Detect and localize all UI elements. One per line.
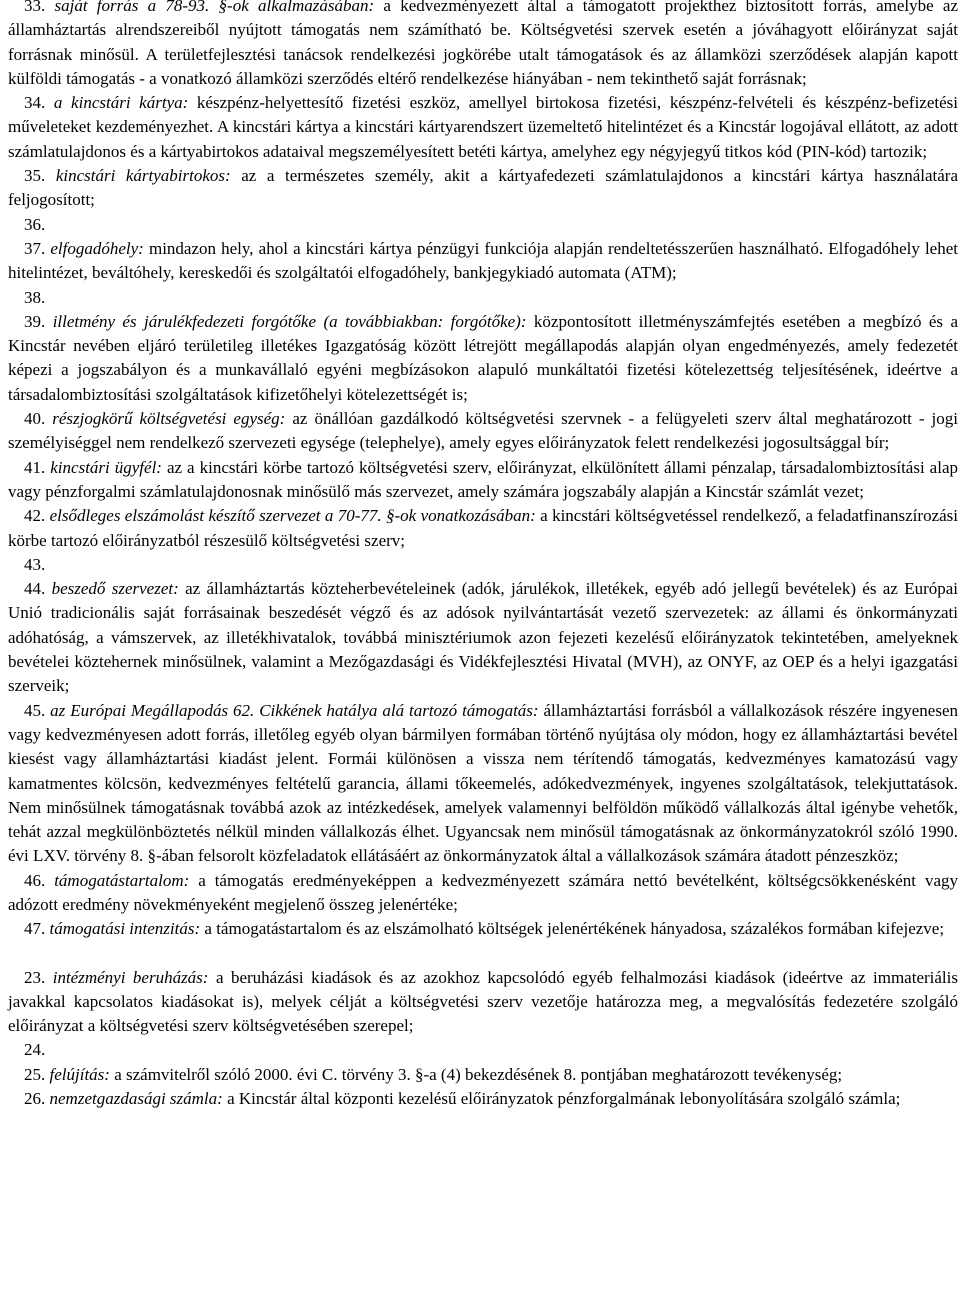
definition-number: 42. bbox=[24, 506, 46, 526]
definition-term: támogatási intenzitás: bbox=[49, 919, 201, 939]
definition-body: a számvitelről szóló 2000. évi C. törvény 3. §-a (4) bekezdésének 8. pontjában meghatározott tevékenység; bbox=[109, 1064, 843, 1084]
definition-paragraph bbox=[8, 0, 958, 91]
definition-paragraph bbox=[8, 164, 958, 213]
definition-paragraph bbox=[8, 237, 958, 286]
definition-body: az önállóan gazdálkodó költségvetési szervnek - a felügyeleti szerv által meghatározott - jogi személyiséggel nem rendelkező szervezeti egysége (telephelye), amely egyes előirányzatok felett rendelkezési jogosultsággal bír; bbox=[8, 409, 958, 453]
definition-paragraph bbox=[8, 456, 958, 505]
definition-term: támogatástartalom: bbox=[54, 870, 190, 890]
definition-body: az a természetes személy, akit a kártyafedezeti számlatulajdonos a kincstári kártya használatára feljogosított; bbox=[8, 166, 959, 210]
definitions-list-bottom bbox=[8, 966, 958, 1112]
definition-paragraph bbox=[8, 577, 958, 698]
definition-term: saját forrás a 78-93. §-ok alkalmazásában: bbox=[54, 0, 375, 15]
definition-term: elfogadóhely: bbox=[50, 238, 144, 258]
definition-paragraph bbox=[8, 1063, 958, 1087]
definition-term: kincstári kártyabirtokos: bbox=[55, 166, 231, 186]
definition-paragraph bbox=[8, 869, 958, 918]
definition-number: 34. bbox=[24, 93, 46, 113]
definition-number: 44. bbox=[24, 579, 46, 599]
definition-number: 23. bbox=[24, 967, 46, 987]
definition-paragraph bbox=[8, 1087, 958, 1111]
definition-number: 25. bbox=[24, 1064, 46, 1084]
definition-number: 39. bbox=[24, 311, 46, 331]
definition-paragraph bbox=[8, 504, 958, 553]
definition-body: a kincstári költségvetéssel rendelkező, a feladatfinanszírozási körbe tartozó előirányzatból részesülő költségvetési szerv; bbox=[8, 506, 959, 550]
definitions-list-top bbox=[8, 0, 958, 942]
definition-number: 33. bbox=[24, 0, 46, 15]
definition-paragraph bbox=[8, 966, 958, 1039]
definition-body: a Kincstár által központi kezelésű előirányzatok pénzforgalmának lebonyolítására szolgáló számla; bbox=[222, 1089, 901, 1109]
definition-body: a beruházási kiadások és az azokhoz kapcsolódó egyéb felhalmozási kiadások (ideértve az immateriális javakkal kapcsolatos kiadásokat is), melyek célját a költségvetési szerv vezetője határozza meg, a megvalósítás fedezetére szolgáló előirányzat a költségvetési szerv költségvetésében szerepel; bbox=[8, 967, 958, 1036]
section-gap bbox=[8, 942, 958, 966]
definition-body: az államháztartás közteherbevételeinek (adók, járulékok, illetékek, egyéb adó jellegű bevételek) és az Európai Unió tradicionális saját forrásainak beszedését végző és az adósok nyilvántartását vezető szervezetek: az állami és önkormányzati adóhatóság, a vámszervek, az illetékhivatalok, továbbá minisztériumok azon fejezeti kezelésű előirányzatok tekintetében, amelyeknek bevételei köztehernek minősülnek, valamint a Mezőgazdasági és Vidékfejlesztési Hivatal (MVH), az ONYF, az OEP és a helyi igazgatási szerveik; bbox=[8, 579, 959, 696]
definition-number: 36. bbox=[24, 214, 46, 234]
definition-term: nemzetgazdasági számla: bbox=[49, 1089, 223, 1109]
definition-term: kincstári ügyfél: bbox=[50, 457, 162, 477]
definition-body: központosított illetményszámfejtés esetében a megbízó és a Kincstár nevében eljáró területileg illetékes Igazgatóság között létrejött megállapodás alapján olyan engedményezés, amely fedezetét képezi a jogszabályon és a munkavállaló egyéni megbízásokon alapuló munkáltatói fizetési kötelezettség teljesítésének, ideértve a társadalombiztosítási szolgáltatások kifizetőhelyi kötelezettségét is; bbox=[8, 311, 958, 404]
definition-term: felújítás: bbox=[49, 1064, 110, 1084]
definition-term: intézményi beruházás: bbox=[52, 967, 209, 987]
definition-number: 46. bbox=[24, 870, 46, 890]
definition-paragraph bbox=[8, 213, 958, 237]
definition-term: beszedő szervezet: bbox=[51, 579, 179, 599]
definition-number: 35. bbox=[24, 166, 46, 186]
definition-number: 45. bbox=[24, 700, 46, 720]
definition-body: a támogatástartalom és az elszámolható költségek jelenértékének hányadosa, százalékos formában kifejezve; bbox=[200, 919, 945, 939]
definition-paragraph bbox=[8, 286, 958, 310]
definition-paragraph bbox=[8, 917, 958, 941]
definition-paragraph bbox=[8, 553, 958, 577]
definition-number: 26. bbox=[24, 1089, 46, 1109]
definition-paragraph bbox=[8, 1038, 958, 1062]
definition-paragraph bbox=[8, 699, 958, 869]
definition-paragraph bbox=[8, 91, 958, 164]
definition-body: államháztartási forrásból a vállalkozások részére ingyenesen vagy kedvezményesen adott forrás, illetőleg egyéb olyan bármilyen formában történő nyújtása oly módon, hogy ez államháztartási bevétel kiesést vagy államháztartási kiadást jelent. Formái különösen a vissza nem térítendő támogatás, kedvezményes kamatozású vagy kamatmentes kölcsön, kedvezményes feltételű garancia, állami tőkeemelés, adókedvezmények, ingyenes szolgáltatások, telekjuttatások. Nem minősülnek támogatásnak továbbá azok az intézkedések, amelyek valamennyi belföldön működő vállalkozás által igénybe vehetők, tehát azzal megkülönböztetés nélkül minden vállalkozás élhet. Ugyancsak nem minősül támogatásnak az önkormányzatokról szóló 1990. évi LXV. törvény 8. §-ában felsorolt közfeladatok ellátásáért az önkormányzatok által a vállalkozások számára átadott pénzeszköz; bbox=[8, 700, 958, 866]
definition-body: a támogatás eredményeképpen a kedvezményezett számára nettó bevételként, költségcsökkenésként vagy adózott eredmény növekményeként megjelenő összeg jelenértéke; bbox=[8, 870, 958, 914]
definition-number: 41. bbox=[24, 457, 46, 477]
definition-body: mindazon hely, ahol a kincstári kártya pénzügyi funkciója alapján rendeltetésszerűen használható. Elfogadóhely lehet hitelintézet, beváltóhely, kereskedői és szolgáltatói elfogadóhely, bankjegykiadó automata (ATM); bbox=[8, 238, 958, 283]
definition-term: elsődleges elszámolást készítő szervezet a 70-77. §-ok vonatkozásában: bbox=[49, 506, 536, 526]
definition-term: az Európai Megállapodás 62. Cikkének hatálya alá tartozó támogatás: bbox=[50, 700, 539, 720]
definition-number: 43. bbox=[24, 554, 46, 574]
definition-number: 40. bbox=[24, 409, 46, 429]
definition-number: 38. bbox=[24, 287, 46, 307]
definition-term: illetmény és járulékfedezeti forgótőke (a továbbiakban: forgótőke): bbox=[52, 311, 527, 331]
definition-paragraph bbox=[8, 310, 958, 407]
definition-body: az a kincstári körbe tartozó költségvetési szerv, előirányzat, elkülönített állami pénzalap, társadalombiztosítási alap vagy pénzforgalmi számlatulajdonosnak minősülő más szervezet, amely számára jogszabály alapján a Kincstár számlát vezet; bbox=[8, 457, 958, 501]
definition-paragraph bbox=[8, 407, 958, 456]
definition-body: készpénz-helyettesítő fizetési eszköz, amellyel birtokosa fizetési, készpénz-felvételi és készpénz-befizetési műveleteket kezdeményezhet. A kincstári kártya a kincstári kártyarendszert üzemeltető hitelintézet és a Kincstár logojával ellátott, az adott számlatulajdonos és a kártyabirtokos adataival megszemélyesített betéti kártya, amelyhez egy négyjegyű titkos kód (PIN-kód) tartozik; bbox=[8, 93, 959, 161]
definition-number: 37. bbox=[24, 238, 46, 258]
definition-term: részjogkörű költségvetési egység: bbox=[52, 409, 286, 429]
definition-number: 47. bbox=[24, 919, 46, 939]
definition-term: a kincstári kártya: bbox=[53, 93, 189, 113]
definition-body: a kedvezményezett által a támogatott projekthez biztosított forrás, amelybe az államháztartás alrendszereiből nyújtott támogatás nem számítható be. Költségvetési szervek esetén a jóváhagyott előirányzat saját forrásnak minősül. A területfejlesztési tanácsok rendelkezési jogkörébe utalt támogatások és az államközi szerződések alapján kapott külföldi támogatás - a vonatkozó államközi szerződés eltérő rendelkezése hiányában - nem tekinthető saját forrásnak; bbox=[8, 0, 958, 88]
definition-number: 24. bbox=[24, 1040, 46, 1060]
